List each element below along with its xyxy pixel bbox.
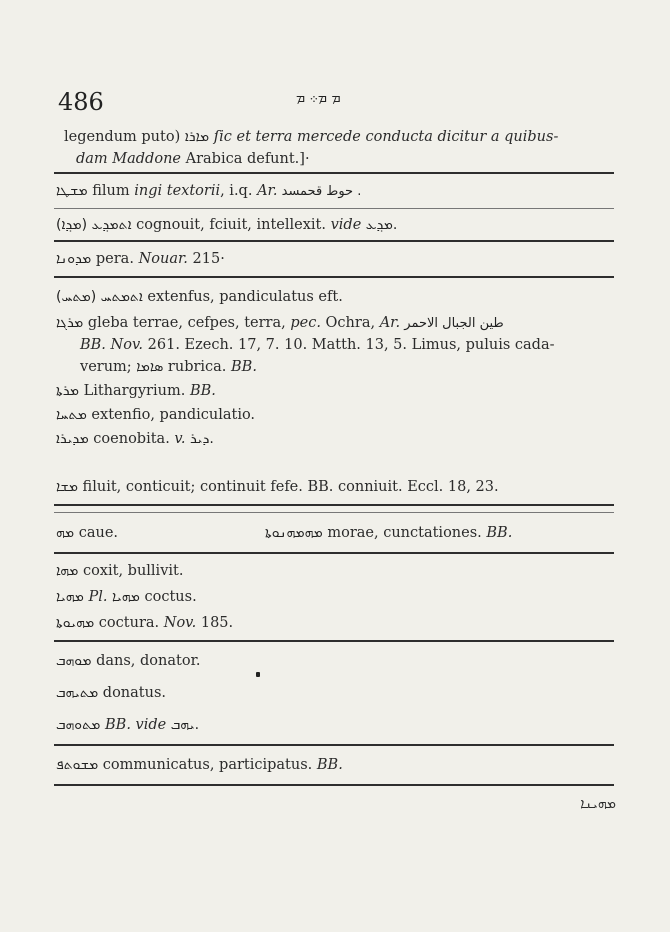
catchword: ܡܗܝܢܐ [580, 796, 616, 812]
entry-line-15 [56, 562, 183, 581]
divider-rule [54, 172, 614, 174]
entry-line-14b [265, 524, 512, 543]
entry-line-10 [56, 382, 216, 401]
entry-italic: BB. [486, 525, 513, 541]
syriac-headword: ܡܪܬܐ [56, 383, 79, 399]
syriac-headword: ܡܗܐ [56, 563, 79, 579]
syriac-headword: ܡܗ [56, 525, 75, 541]
divider-rule [54, 276, 614, 278]
entry-text: pera. [91, 251, 139, 267]
syriac-headword: ܡܕܝܪܐ [56, 431, 89, 447]
entry-line-16 [56, 588, 197, 607]
entry-text: verum; [80, 359, 137, 375]
syriac-headword: ܡܫܘܬܦ [56, 757, 99, 773]
divider-rule [54, 640, 614, 642]
entry-text: rubrica. [163, 359, 232, 375]
entry-italic: Pl. [88, 589, 108, 605]
entry-italic: BB. [316, 757, 343, 773]
entry-line-3 [56, 182, 361, 201]
divider-rule [54, 512, 614, 513]
entry-italic: v. [174, 431, 186, 447]
divider-rule [54, 504, 614, 506]
entry-text: Ochra, [320, 315, 380, 331]
divider-rule [54, 784, 614, 786]
entry-line-4 [56, 216, 397, 235]
entry-italic: BB. [231, 359, 257, 375]
entry-line-18 [56, 652, 201, 671]
entry-text: legendum puto) [64, 129, 185, 145]
entry-text: extenfus, pandiculatus eft. [142, 289, 343, 305]
arabic-gloss: طين الجبال الاحمر [400, 316, 504, 331]
entry-italic: ſic et terra mercede conducta dicitur a quibus- [209, 129, 559, 145]
entry-line-9 [80, 358, 257, 377]
entry-text: coenobita. [88, 431, 175, 447]
divider-rule [54, 208, 614, 209]
running-head: ܡ ܡ܀ ܡ [296, 90, 341, 106]
entry-italic: pec. [290, 315, 321, 331]
entry-italic: Nouar. [138, 251, 188, 267]
syriac-headword: (ܡܕ݂ܐ) ܐܬܡܕ݂ܥ [56, 217, 132, 233]
entry-text: gleba terrae, cefpes, terra, [83, 315, 291, 331]
syriac-headword: ܡܫܐ [56, 479, 78, 495]
syriac-headword: ܡܗܡܗܢܘܬܐ [265, 525, 323, 541]
syriac-word: ܡܕ݂ܥ. [361, 217, 398, 233]
entry-text: caue. [74, 525, 119, 541]
entry-text: coctura. [94, 615, 164, 631]
divider-rule [54, 744, 614, 746]
entry-italic: dam Maddone [76, 151, 181, 167]
entry-text: donatus. [98, 685, 166, 701]
entry-italic: Ar. [257, 183, 278, 199]
syriac-headword: ܡܗܝܐ [56, 589, 84, 605]
entry-text: , i.q. [220, 183, 258, 199]
entry-text: 261. Ezech. 17, 7. 10. Matth. 13, 5. Limus, puluis cada- [143, 337, 555, 353]
entry-line-7 [56, 314, 504, 333]
entry-line-12 [56, 430, 214, 449]
entry-italic: ingi textorii [134, 183, 221, 199]
entry-line-20 [56, 716, 199, 735]
syriac-headword: ܡܬܚܐ [56, 407, 87, 423]
entry-text: Arabica defunt.]· [181, 151, 310, 167]
entry-italic: vide [330, 217, 362, 233]
syriac-headword: ܡܪܓܐ [56, 315, 84, 331]
entry-line-19 [56, 684, 166, 703]
syriac-headword: ܡܗܝܘܬܐ [56, 615, 95, 631]
entry-line-21 [56, 756, 343, 775]
syriac-headword: ܡܘܗܒ [56, 653, 92, 669]
entry-line-8 [80, 336, 555, 355]
entry-line-1 [64, 128, 558, 147]
divider-rule [54, 552, 614, 554]
syriac-word: ܡܐܪܐ [184, 129, 210, 145]
syriac-word: ܝܗܒ. [166, 717, 200, 733]
entry-text: coctus. [139, 589, 197, 605]
entry-line-11 [56, 406, 255, 425]
page-number: 486 [58, 88, 104, 116]
syriac-word: ܣܐܡܐ [136, 359, 164, 375]
entry-text: morae, cunctationes. [322, 525, 487, 541]
entry-line-5 [56, 250, 225, 269]
syriac-headword: ܡܬܘܗܒ [56, 717, 101, 733]
entry-text: cognouit, fciuit, intellexit. [131, 217, 331, 233]
entry-text: filuit, conticuit; continuit fefe. BB. conniuit. Eccl. 18, 23. [77, 479, 499, 495]
divider-rule [54, 240, 614, 242]
ink-speck [256, 672, 260, 677]
syriac-headword: ܡܬܝܗܒ [56, 685, 99, 701]
entry-italic: BB. Nov. [80, 337, 144, 353]
entry-line-13 [56, 478, 499, 497]
entry-italic: BB. [189, 383, 216, 399]
entry-text: communicatus, participatus. [98, 757, 317, 773]
syriac-headword: ܡܫܛܐ [56, 183, 88, 199]
entry-text: 215· [187, 251, 225, 267]
entry-line-17 [56, 614, 233, 633]
syriac-headword: (ܡܬܚ) ܐܬܡܬܚ [56, 289, 143, 305]
entry-italic: BB. vide [100, 717, 167, 733]
entry-line-14a [56, 524, 118, 543]
entry-text: dans, donator. [91, 653, 201, 669]
entry-text: coxit, bullivit. [78, 563, 184, 579]
syriac-word: ܡܗܝܐ [107, 589, 140, 605]
entry-text: 185. [196, 615, 234, 631]
entry-text: extenfio, pandiculatio. [86, 407, 256, 423]
entry-italic: Nov. [163, 615, 197, 631]
entry-italic: Ar. [379, 315, 401, 331]
entry-text: filum [87, 183, 135, 199]
arabic-gloss: حوط قحمسد . [277, 184, 362, 199]
entry-text: Lithargyrium. [78, 383, 190, 399]
syriac-word: ܕܝܪ. [185, 431, 214, 447]
entry-line-2 [76, 150, 310, 169]
entry-line-6 [56, 288, 343, 307]
syriac-headword: ܡܕܘܢܐ [56, 251, 92, 267]
